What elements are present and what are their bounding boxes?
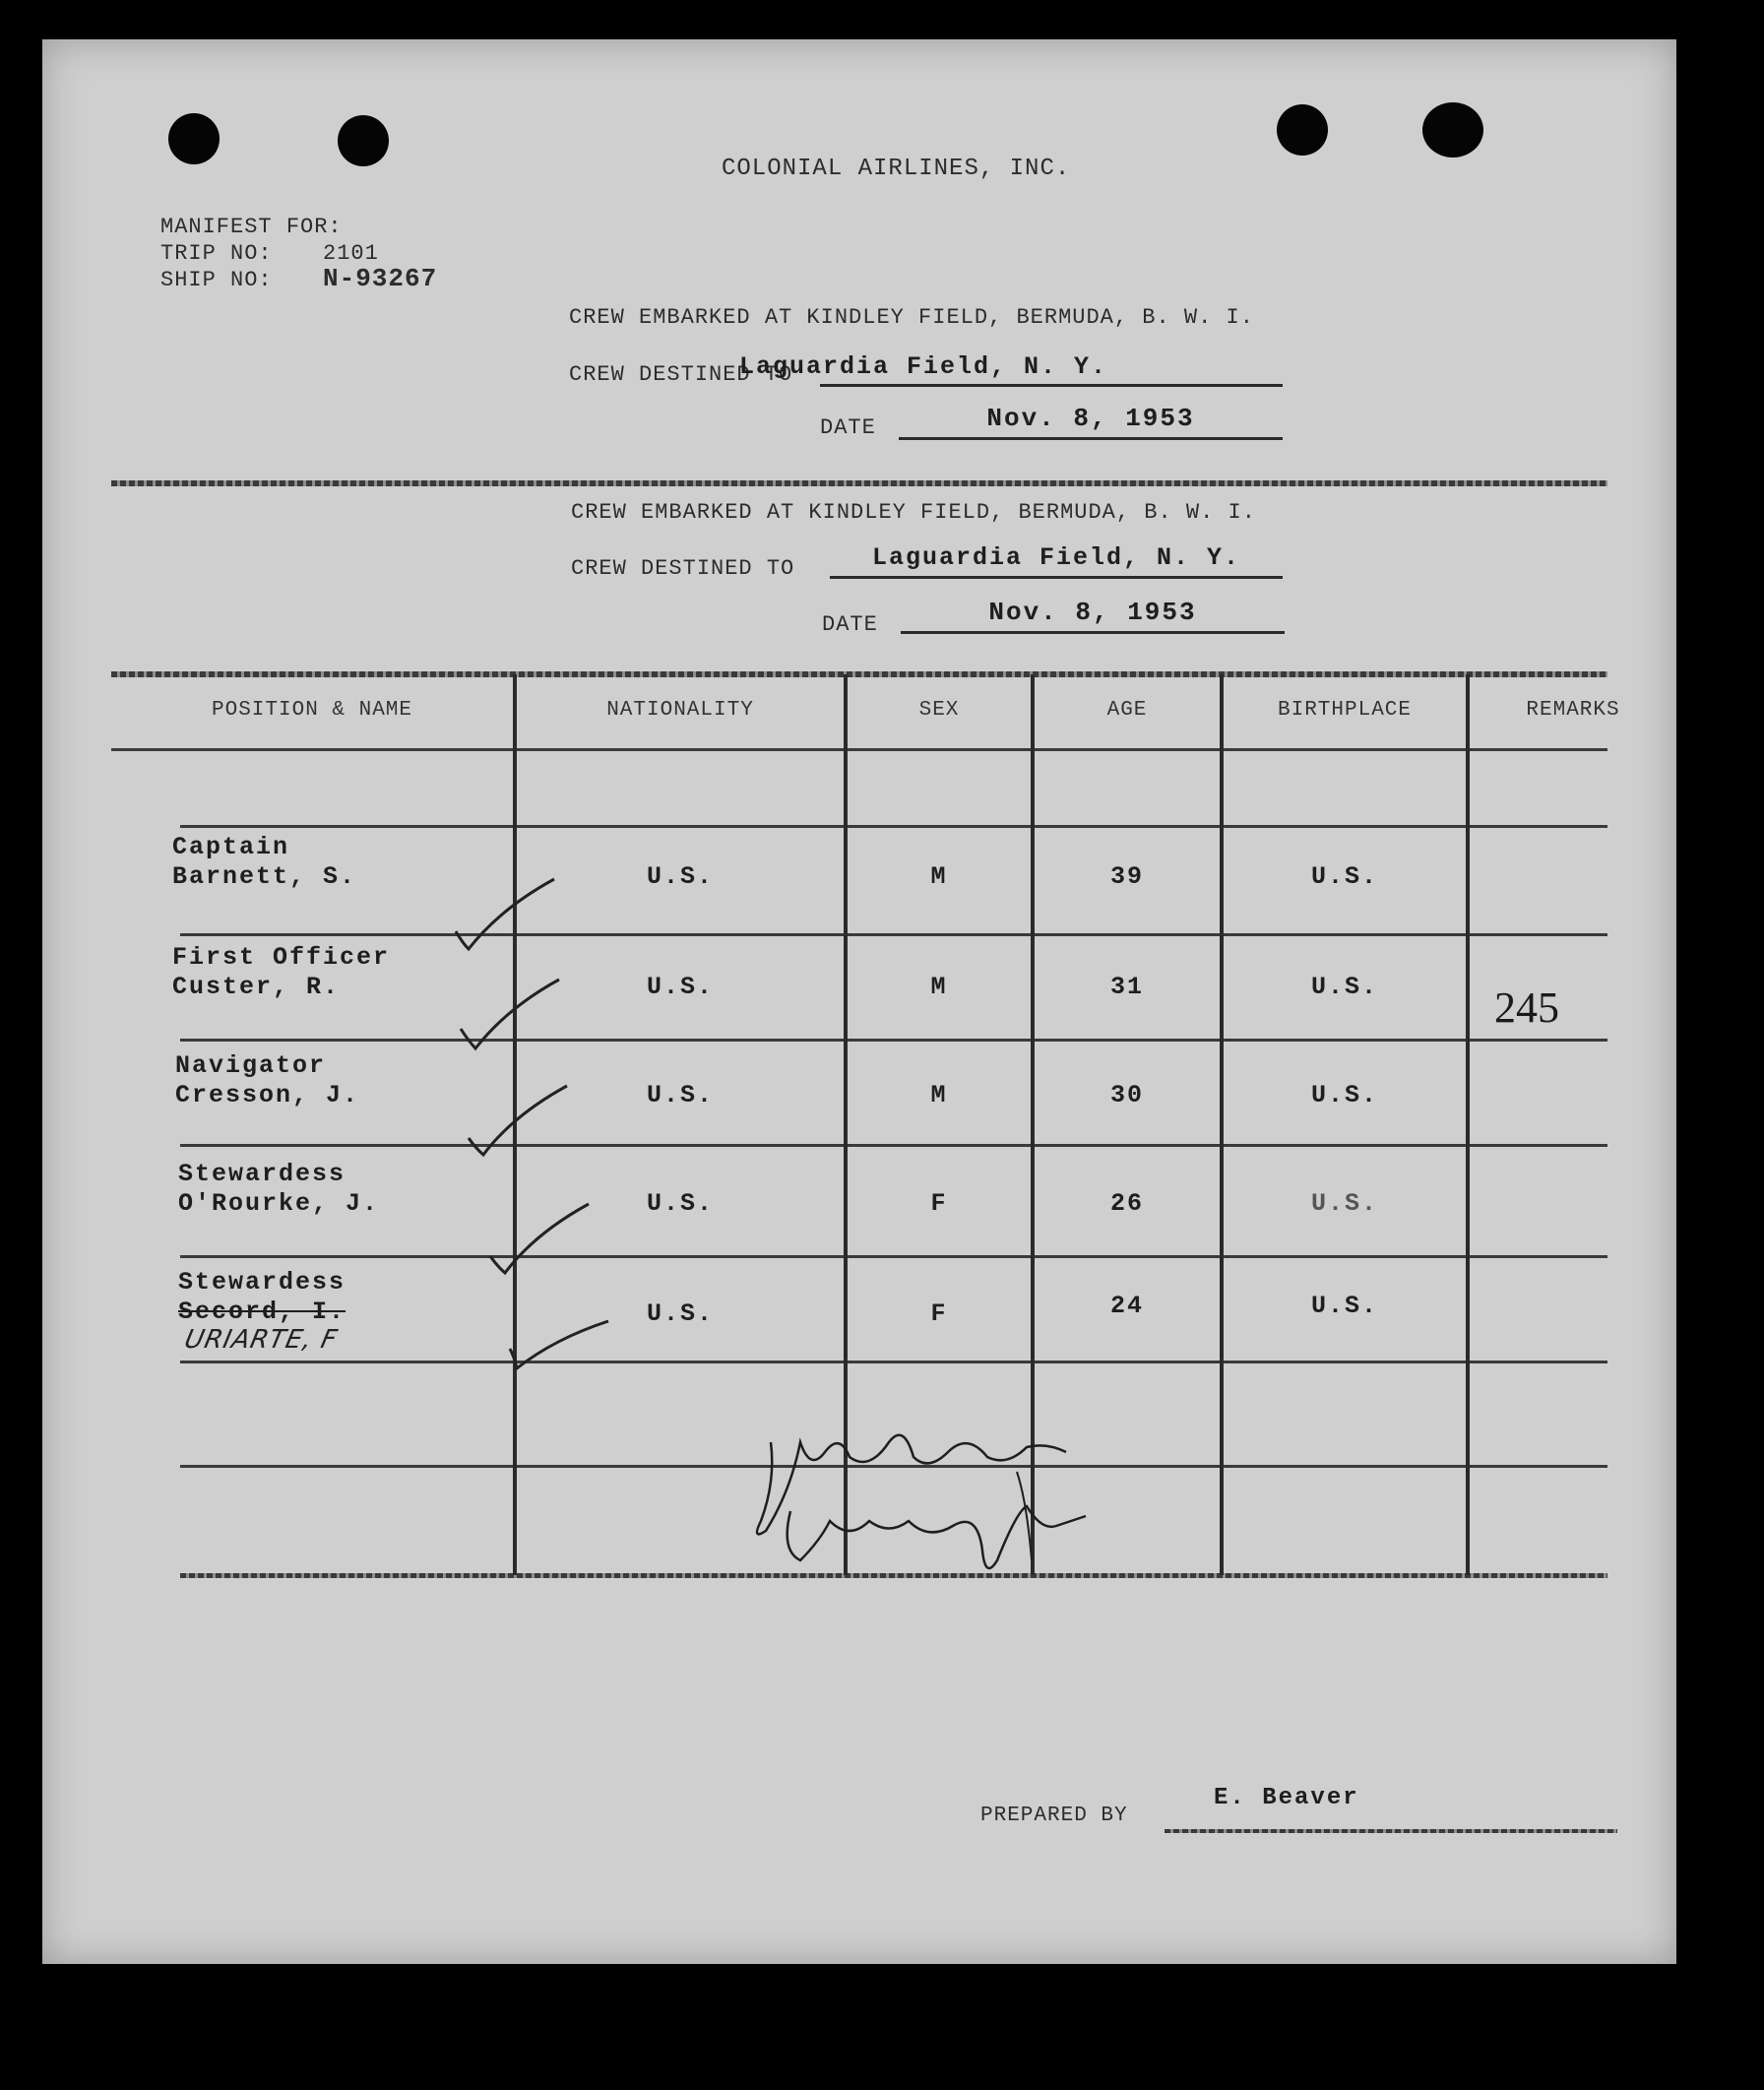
row2-sex: M xyxy=(930,973,948,1001)
punch-hole-right-2 xyxy=(1422,102,1483,158)
row1-birthplace: U.S. xyxy=(1310,862,1378,891)
table-header-divider xyxy=(111,748,1607,751)
header-position-name: POSITION & NAME xyxy=(211,699,413,722)
prepared-by-underline xyxy=(1165,1829,1617,1833)
row1-position: Captain xyxy=(172,833,290,861)
row4-position: Stewardess xyxy=(178,1160,346,1188)
section2-date: Nov. 8, 1953 xyxy=(988,598,1197,627)
trip-number: 2101 xyxy=(323,241,379,266)
row2-position: First Officer xyxy=(172,943,391,972)
check-mark-row1 xyxy=(451,874,559,953)
punch-hole-left-1 xyxy=(168,113,220,164)
row3-nationality: U.S. xyxy=(646,1081,714,1109)
row5-birthplace: U.S. xyxy=(1310,1292,1378,1320)
row2-birthplace: U.S. xyxy=(1310,973,1378,1001)
section2-date-label: DATE xyxy=(822,612,878,637)
row4-birthplace: U.S. xyxy=(1310,1189,1378,1218)
row3-name: Cresson, J. xyxy=(175,1081,360,1109)
row1-age: 39 xyxy=(1109,862,1144,891)
row1-name: Barnett, S. xyxy=(172,862,357,891)
section2-destination-underline xyxy=(830,576,1283,579)
header-sex: SEX xyxy=(918,699,960,722)
column-divider-4 xyxy=(1220,674,1224,1575)
ship-label: SHIP NO: xyxy=(160,268,273,292)
row5-handwritten-name: URIARTE, F xyxy=(181,1325,341,1355)
row5-nationality: U.S. xyxy=(646,1299,714,1328)
row5-name-struck: Secord, I. xyxy=(178,1298,346,1326)
row3-sex: M xyxy=(930,1081,948,1109)
manifest-label: MANIFEST FOR: xyxy=(160,215,343,239)
row5-age: 24 xyxy=(1109,1292,1144,1320)
check-mark-row4 xyxy=(485,1199,594,1278)
prepared-by-name: E. Beaver xyxy=(1214,1785,1359,1811)
row4-sex: F xyxy=(930,1189,948,1218)
section1-embarked: CREW EMBARKED AT KINDLEY FIELD, BERMUDA, B. W. I. xyxy=(569,305,1254,330)
row5-position-name xyxy=(178,1268,346,1327)
row1-nationality: U.S. xyxy=(646,862,714,891)
row4-position-name xyxy=(178,1160,379,1219)
header-age: AGE xyxy=(1106,699,1148,722)
column-divider-5 xyxy=(1466,674,1470,1575)
remarks-number: 245 xyxy=(1494,983,1559,1032)
section1-destination: Laguardia Field, N. Y. xyxy=(738,352,1108,381)
row1-sex: M xyxy=(930,862,948,891)
ship-number: N-93267 xyxy=(323,264,438,293)
row4-nationality: U.S. xyxy=(646,1189,714,1218)
section2-destined-label: CREW DESTINED TO xyxy=(571,556,795,581)
section1-date-label: DATE xyxy=(820,415,876,440)
header-remarks: REMARKS xyxy=(1526,699,1620,722)
row4-name: O'Rourke, J. xyxy=(178,1189,380,1218)
table-row-divider-2 xyxy=(180,933,1607,936)
table-row-divider-5 xyxy=(180,1255,1607,1258)
table-row-divider-6 xyxy=(180,1361,1607,1363)
trip-label: TRIP NO: xyxy=(160,241,273,266)
check-mark-row2 xyxy=(456,975,564,1053)
row3-position: Navigator xyxy=(175,1051,327,1080)
handwritten-signature xyxy=(731,1413,1125,1590)
company-title: COLONIAL AIRLINES, INC. xyxy=(722,156,1071,182)
section2-embarked: CREW EMBARKED AT KINDLEY FIELD, BERMUDA, B. W. I. xyxy=(571,500,1256,525)
section1-destined-label: CREW DESTINED TO xyxy=(569,362,793,387)
section1-destination-underline xyxy=(820,384,1283,387)
header-birthplace: BIRTHPLACE xyxy=(1277,699,1413,722)
row2-position-name xyxy=(172,943,390,1002)
check-mark-row3 xyxy=(464,1081,572,1160)
table-top-border xyxy=(111,671,1607,677)
section1-date: Nov. 8, 1953 xyxy=(986,404,1195,433)
row2-nationality: U.S. xyxy=(646,973,714,1001)
row4-age: 26 xyxy=(1109,1189,1144,1218)
section2-destination: Laguardia Field, N. Y. xyxy=(871,543,1241,572)
row5-position: Stewardess xyxy=(178,1268,346,1297)
punch-hole-right-1 xyxy=(1277,104,1328,156)
row2-age: 31 xyxy=(1109,973,1144,1001)
section1-date-underline xyxy=(899,437,1283,440)
row5-sex: F xyxy=(930,1299,948,1328)
punch-hole-left-2 xyxy=(338,115,389,166)
header-nationality: NATIONALITY xyxy=(606,699,754,722)
row3-age: 30 xyxy=(1109,1081,1144,1109)
table-row-divider-3 xyxy=(180,1039,1607,1042)
section-divider xyxy=(111,480,1607,486)
row3-position-name xyxy=(175,1051,359,1110)
prepared-by-label: PREPARED BY xyxy=(980,1805,1128,1827)
row1-position-name xyxy=(172,833,356,892)
table-row-divider-1 xyxy=(180,825,1607,828)
row3-birthplace: U.S. xyxy=(1310,1081,1378,1109)
row2-name: Custer, R. xyxy=(172,973,341,1001)
table-row-divider-4 xyxy=(180,1144,1607,1147)
manifest-document xyxy=(42,39,1676,1964)
check-mark-row5 xyxy=(505,1319,613,1398)
section2-date-underline xyxy=(901,631,1285,634)
